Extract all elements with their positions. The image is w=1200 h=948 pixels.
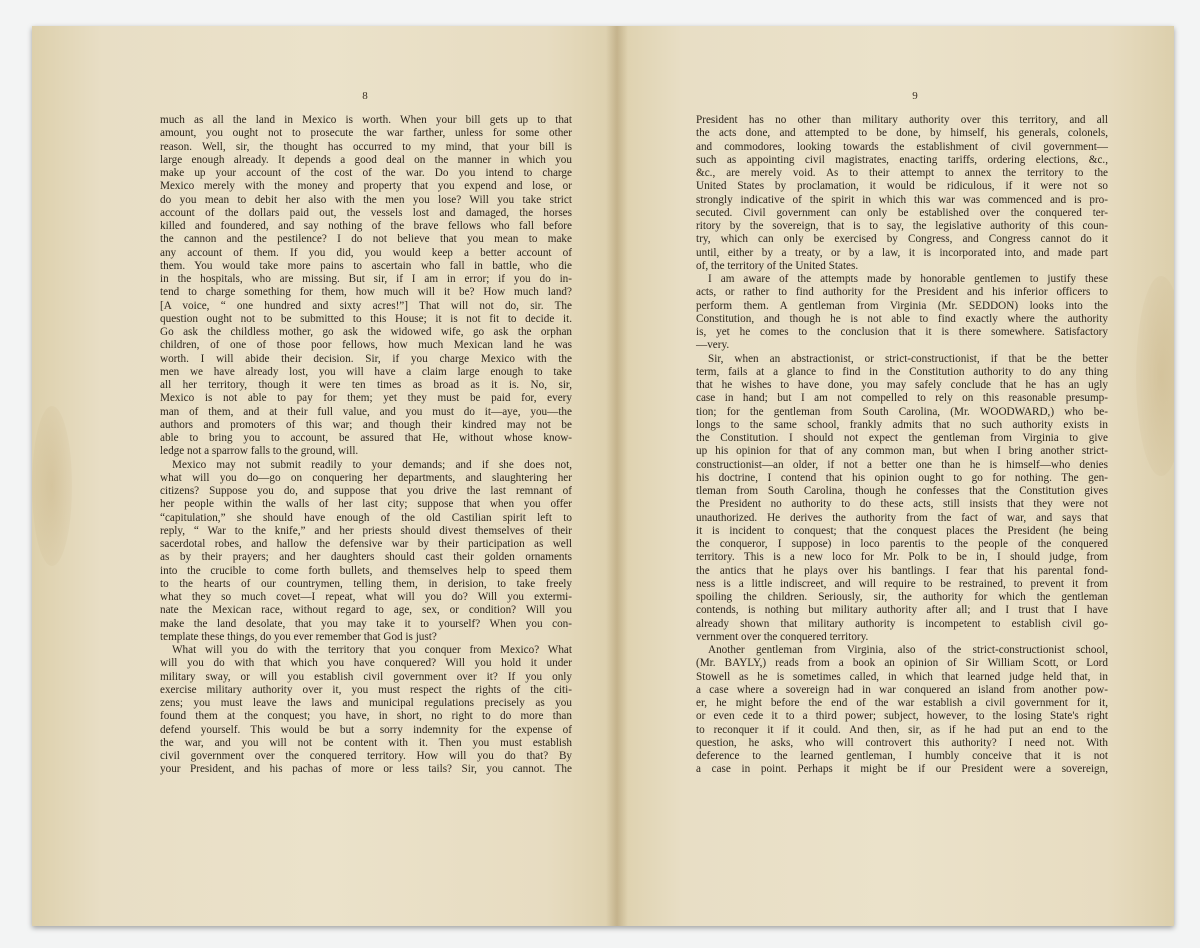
text-line: defend yourself. This would be but a sorry indemnity for the expense of (160, 723, 572, 736)
text-line: What will you do with the territory that you conquer from Mexico? What (172, 644, 572, 656)
text-line: the cannon and the pestilence? I do not believe that you mean to make (160, 233, 572, 246)
text-line: any account of them. If you did, you would keep a better account of (160, 246, 572, 259)
text-line: authors and promoters of this war; and though their kindred may not be (160, 418, 572, 431)
text-line: up his opinion for that of any common man, but when I bring another strict- (696, 445, 1108, 458)
text-line: [A voice, “ one hundred and sixty acres!”] That will not do, sir. The (160, 299, 572, 312)
text-line: Stowell as he is sometimes called, in which that learned judge held that, in (696, 670, 1108, 683)
text-line: amount, you ought not to prosecute the war farther, unless for some other (160, 127, 572, 140)
text-line: ness is a little indiscreet, and will require to be restrained, to prevent it from (696, 577, 1108, 590)
text-line: much as all the land in Mexico is worth. When your bill gets up to that (160, 114, 572, 126)
text-line: template these things, do you ever remember that God is just? (160, 630, 437, 643)
text-line: the acts done, and attempted to be done, by himself, his generals, colonels, (696, 127, 1108, 140)
text-line: reason. Well, sir, the thought has occurred to my mind, that your bill is (160, 140, 572, 153)
text-line: Go ask the childless mother, go ask the widowed wife, go ask the orphan (160, 326, 572, 338)
text-line: deference to the learned gentleman, I humbly conceive that it is not (696, 750, 1108, 762)
text-line: &c., are merely void. As to their attempt to annex the territory to the (696, 167, 1108, 179)
text-line: “capitulation,” she should have enough of the old Castilian spirit left to (160, 511, 572, 524)
text-line: perform them. A gentleman from Virginia (Mr. SEDDON) looks into the (696, 299, 1108, 312)
text-line: already shown that military authority is incompetent to establish civil go- (696, 617, 1108, 630)
open-pamphlet (32, 26, 1174, 926)
page-number: 9 (912, 90, 918, 102)
text-line: and commodores, looking towards the establishment of civil government— (696, 140, 1108, 153)
text-line: Sir, when an abstractionist, or strict-constructionist, if that be the better (708, 352, 1108, 365)
right-page (616, 26, 1174, 926)
text-line: sacerdotal robes, and hallow the defensive war by their participation as well (160, 538, 572, 550)
text-line: reply, “ War to the knife,” and her priests should divest themselves of their (160, 524, 572, 537)
text-line: term, fails at a glance to find in the Constitution authority to do any thing (696, 365, 1108, 378)
text-line: unauthorized. He derives the authority from the fact of war, and says that (696, 511, 1108, 524)
text-line: military sway, or will you establish civil government over it? If you only (160, 670, 572, 683)
text-line: I am aware of the attempts made by honorable gentlemen to justify these (708, 273, 1108, 285)
text-line: all her territory, though it were ten times as broad as it is. No, sir, (160, 379, 572, 391)
text-line: the war, and you will not be content with it. Then you must establish (160, 736, 572, 749)
left-page-text (160, 114, 572, 777)
text-line: to the hearts of our countrymen, telling them, in derision, to take freely (160, 577, 572, 590)
text-line: nate the Mexican race, without regard to age, sex, or condition? Will you (160, 604, 572, 617)
text-line: a case in point. Perhaps it might be if our President were a sovereign, (696, 763, 1108, 776)
text-line: large enough already. It depends a good deal on the manner in which you (160, 153, 572, 166)
text-line: killed and foundered, and say nothing of the brave fellows who fall before (160, 220, 572, 232)
text-line: as by their prayers; and her daughters should cast their golden ornaments (160, 551, 572, 564)
text-line: Mexico may not submit readily to your demands; and if she does not, (172, 458, 572, 471)
text-line: Another gentleman from Virginia, also of the strict-constructionist school, (708, 644, 1108, 656)
text-line: or even cede it to a third power; subject, however, to the losing State's right (696, 710, 1108, 723)
text-line: contends, is nothing but military authority after all; and I trust that I have (696, 604, 1108, 617)
text-line: until, either by a treaty, or by a law, it is incorporated into, and made part (696, 246, 1108, 259)
text-line: tion; for the gentleman from South Carolina, (Mr. WOODWARD,) who be- (696, 405, 1108, 418)
text-line: account of the dollars paid out, the vessels lost and damaged, the horses (160, 206, 572, 219)
text-line: do you mean to debit her also with the men you lose? Will you take strict (160, 193, 572, 206)
text-line: longs to the same school, frankly admits that no such authority exists in (696, 418, 1108, 431)
text-line: —very. (696, 339, 730, 352)
text-line: found them at the conquest; you have, in short, no right to do more than (160, 710, 572, 723)
text-line: territory. This is a new loco for Mr. Polk to be in, I should judge, from (696, 551, 1108, 564)
text-line: her people within the walls of her last city; suppose that when you offer (160, 498, 572, 511)
page-gutter (606, 26, 628, 926)
text-line: your President, and his pachas of more or less tails? Sir, you cannot. The (160, 763, 572, 776)
text-line: question ought not to be submitted to this House; it is not fit to decide it. (160, 312, 572, 325)
text-line: able to bring you to account, be assured that He, without whose know- (160, 432, 572, 444)
text-line: make the land desolate, that you may take it to yourself? When you con- (160, 617, 572, 630)
text-line: strongly indicative of the spirit in which this war was commenced and is pro- (696, 193, 1108, 206)
text-line: constructionist—an older, if not a better one than he is himself—who denies (696, 458, 1108, 471)
text-line: men we have already lost, you will have a claim large enough to take (160, 365, 572, 378)
text-line: man of them, and at their full value, and you must do it—aye, you—the (160, 405, 572, 418)
text-line: Mexico merely with the money and property that you expend and lose, or (160, 180, 572, 193)
page-number: 8 (362, 90, 368, 102)
text-line: is, yet he comes to the conclusion that it is there somewhere. Satisfactory (696, 326, 1108, 338)
text-line: will you do with that which you have conquered? Will you hold it under (160, 657, 572, 670)
text-line: er, he might before the end of the war establish a civil government for it, (696, 697, 1108, 709)
text-line: it is incident to conquest; that the conquest places the President (he being (696, 524, 1108, 537)
text-line: zens; you must leave the laws and municipal regulations precisely as you (160, 697, 572, 709)
text-line: the antics that he plays over his bantlings. I fear that his parental fond- (696, 564, 1108, 577)
paper-stain (32, 406, 72, 566)
text-line: citizens? Suppose you do, and suppose that you drive the last remnant of (160, 485, 572, 497)
text-line: acts, or rather to find authority for the President and his inferior officers to (696, 286, 1108, 299)
text-line: of, the territory of the United States. (696, 259, 859, 272)
text-line: exercise military authority over it, you must respect the rights of the citi- (160, 683, 572, 696)
text-line: (Mr. BAYLY,) reads from a book an opinion of Sir William Scott, or Lord (696, 657, 1108, 670)
text-line: children, of one of those poor fellows, how much Mexican land he was (160, 339, 572, 352)
text-line: question, he asks, who will controvert this authority? I need not. With (696, 736, 1108, 749)
text-line: Mexico is not able to pay for them; yet they must be paid for, every (160, 392, 572, 405)
text-line: ledge not a sparrow falls to the ground, will. (160, 445, 359, 458)
text-line: such as appointing civil magistrates, enacting tariffs, ordering elections, &c., (696, 153, 1108, 166)
paper-stain (1136, 276, 1174, 476)
text-line: President has no other than military authority over this territory, and all (696, 114, 1108, 126)
text-line: them. You would take more pains to ascertain who fall in battle, who die (160, 259, 572, 272)
text-line: vernment over the conquered territory. (696, 630, 869, 643)
text-line: make up your account of the cost of the war. Do you intend to charge (160, 167, 572, 179)
text-line: spoiling the children. Seriously, sir, the authority for which the gentleman (696, 591, 1108, 603)
text-line: a case where a sovereign had in war conquered an island from another pow- (696, 683, 1108, 696)
text-line: the Constitution. I should not expect the gentleman from Virginia to give (696, 432, 1108, 444)
left-page (32, 26, 616, 926)
text-line: what they so much covet—I repeat, what will you do? Will you extermi- (160, 591, 572, 603)
text-line: his doctrine, I contend that his opinion ought to go for nothing. The gen- (696, 471, 1108, 484)
text-line: case in hand; but I am not compelled to rely on this reasonable presump- (696, 392, 1108, 405)
right-page-text (696, 114, 1108, 777)
text-line: what will you do—go on conquering her departments, and slaughtering her (160, 471, 572, 484)
text-line: in the hospitals, who are missing. But sir, if I am in error; if you do in- (160, 273, 572, 285)
text-line: try, which can only be exercised by Congress, and Congress cannot do it (696, 233, 1108, 246)
text-line: that he wishes to have done, you may safely conclude that he has an ugly (696, 379, 1108, 391)
text-line: secuted. Civil government can only be established over the conquered ter- (696, 206, 1108, 219)
text-line: into the crucible to come forth bullets, and themselves help to speed them (160, 564, 572, 577)
text-line: to reconquer it if it could. And then, sir, as if he had put an end to the (696, 723, 1108, 736)
text-line: tend to charge something for them, how much will it be? How much land? (160, 286, 572, 299)
text-line: civil government over the conquered territory. How will you do that? By (160, 750, 572, 762)
text-line: Constitution, and though he is not able to find exactly where the authority (696, 312, 1108, 325)
text-line: United States by proclamation, it would be ridiculous, if it were not so (696, 180, 1108, 193)
text-line: tleman from South Carolina, though he confesses that the Constitution gives (696, 485, 1108, 497)
text-line: ritory by the sovereign, that is to say, the legislative authority of this coun- (696, 220, 1108, 232)
text-line: the conqueror, I suppose) in loco parentis to the people of the conquered (696, 538, 1108, 550)
text-line: worth. I will abide their decision. Sir, if you charge Mexico with the (160, 352, 572, 365)
text-line: the President no authority to do these acts, still insists that they were not (696, 498, 1108, 511)
